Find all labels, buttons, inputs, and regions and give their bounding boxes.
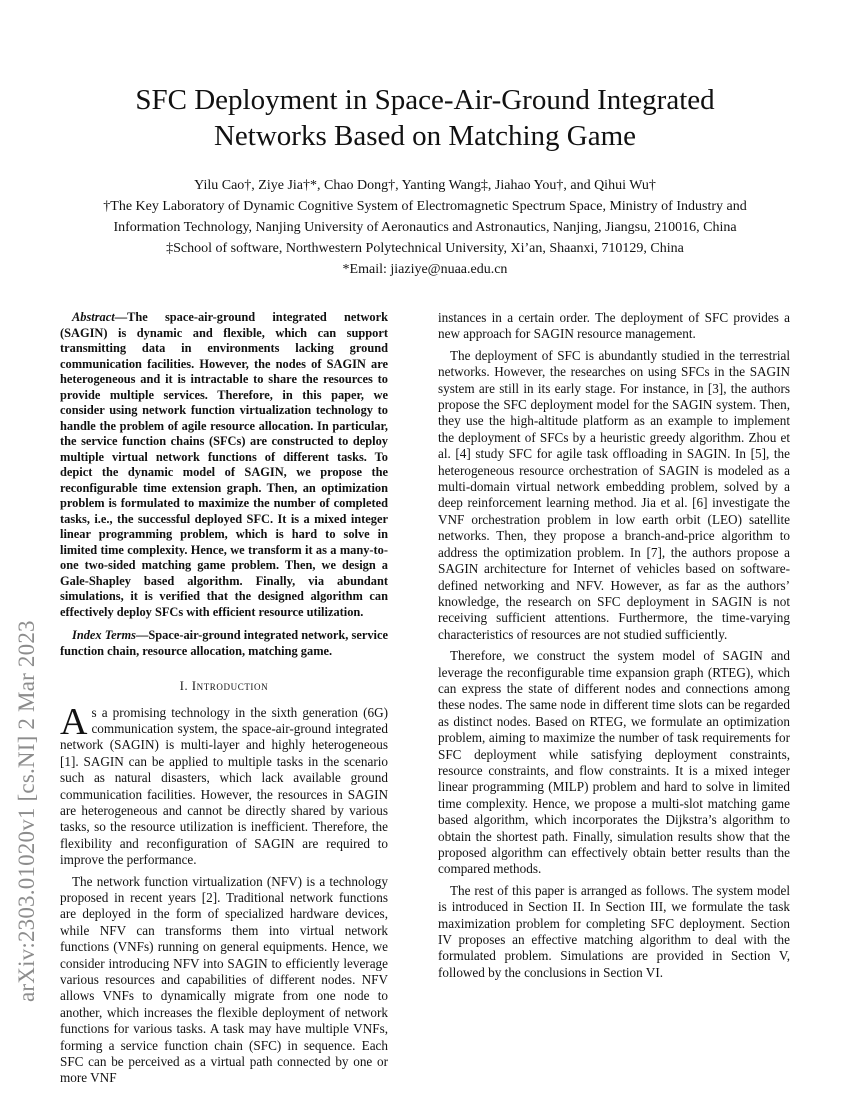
affiliation-2: Information Technology, Nanjing University of Aeronautics and Astronautics, Nanjing, Jiangsu, 210016, China [113, 220, 737, 235]
title-line-1: SFC Deployment in Space-Air-Ground Integrated [135, 84, 715, 116]
affiliation-3: ‡School of software, Northwestern Polytechnical University, Xi’an, Shaanxi, 710129, China [166, 241, 684, 256]
index-terms-text: —Space-air-ground integrated network, service function chain, resource allocation, matching game. [60, 628, 388, 658]
intro-paragraph-1-text: s a promising technology in the sixth generation (6G) communication system, the space-air-ground integrated network (SAGIN) is multi-layer and highly heterogeneous [1]. SAGIN can be applied to multiple tasks in the scenario such as natural disasters, which lack available ground communication facilities. However, the resources in SAGIN are heterogeneous and cannot be directly shared by various tasks, so the resource utilization is inefficient. Therefore, the flexibility and reconfiguration of SAGIN are required to improve the performance. [60, 704, 388, 868]
abstract-text: —The space-air-ground integrated network (SAGIN) is dynamic and flexible, which can support transmitting data in environments lacking ground communication facilities. However, the nodes of SAGIN are heterogeneous and it is intractable to share the resources to provide multiple services. Therefore, in this paper, we consider using network function virtualization technology to handle the problem of agile resource allocation. In particular, the service function chains (SFCs) are constructed to deploy multiple virtual network functions of different tasks. To depict the dynamic model of SAGIN, we propose the reconfigurable time extension graph. Then, an optimization problem is formulated to maximize the number of completed tasks, i.e., the successful deployed SFC. It is a mixed integer linear programming problem, which is hard to solve in limited time complexity. Hence, we transform it as a many-to-one two-sided matching game problem. Then, we design a Gale-Shapley based algorithm. Finally, via abundant simulations, it is verified that the designed algorithm can effectively deploy SFCs with efficient resource utilization. [60, 310, 388, 619]
arxiv-identifier: arXiv:2303.01020v1 [cs.NI] 2 Mar 2023 [14, 620, 39, 1002]
intro-paragraph-2: The network function virtualization (NFV) is a technology proposed in recent years [2]. Traditional network functions are deployed in the form of specialized hardware devices, while NFV can transforms them into virtual network functions (VNFs) running on general equipments. Hence, we consider introducing NFV into SAGIN to efficiently leverage various resources and capabilities of different nodes. NFV allows VNFs to dynamically migrate from one node to another, which increases the flexible deployment of network functions for various tasks. A task may have multiple VNFs, forming a service function chain (SFC) in sequence. Each SFC can be perceived as a virtual path connected by one or more VNF [60, 873, 388, 1086]
section-heading-introduction: I. Introduction [179, 679, 269, 693]
title-line-2: Networks Based on Matching Game [213, 120, 636, 152]
index-terms [60, 628, 388, 659]
abstract-label: Abstract [72, 310, 115, 324]
contact-email: *Email: jiaziye@nuaa.edu.cn [342, 262, 508, 277]
abstract [60, 310, 388, 620]
right-column [438, 310, 790, 986]
intro-paragraph-1 [60, 700, 388, 869]
affiliation-1: †The Key Laboratory of Dynamic Cognitive System of Electromagnetic Spectrum Space, Ministry of Industry and [103, 199, 747, 214]
drop-cap: A [60, 700, 88, 743]
index-terms-label: Index Terms [72, 628, 136, 642]
author-list: Yilu Cao†, Ziye Jia†*, Chao Dong†, Yanting Wang‡, Jiahao You†, and Qihui Wu† [194, 178, 656, 193]
right-paragraph-2: The deployment of SFC is abundantly studied in the terrestrial networks. However, the researches on using SFCs in the SAGIN system are still in its early stage. For instance, in [3], the authors propose the SFC deployment model for the SAGIN system. Then, they use the high-altitude platform as an example to implement the deployment of SFCs by a heuristic greedy algorithm. Zhou et al. [4] study SFC for agile task offloading in SAGIN. In [5], the heterogeneous resource orchestration of SAGIN is modeled as a multi-domain virtual network embedding problem, solved by a deep reinforcement learning method. Jia et al. [6] investigate the VNF orchestration problem in low earth orbit (LEO) satellite networks. Then, they propose a branch-and-price algorithm to address the optimization problem. In [7], the authors propose a SAGIN architecture for Internet of vehicles based on software-defined networking and NFV. However, as far as the authors’ knowledge, the research on SFC deployment in SAGIN is not receiving sufficient attentions. Furthermore, the time-varying characteristics of resources are not studied sufficiently. [438, 347, 790, 642]
right-paragraph-4: The rest of this paper is arranged as follows. The system model is introduced in Section II. In Section III, we formulate the task maximization problem for completing SFC deployment. Section IV proposes an effective matching algorithm to deal with the formulated problem. Simulations are provided in Section V, followed by the conclusions in Section VI. [438, 882, 790, 980]
right-paragraph-3: Therefore, we construct the system model of SAGIN and leverage the reconfigurable time expansion graph (RTEG), which can express the state of different nodes and connections among these nodes. The same node in different time slots can be regarded as distinct nodes. Based on RTEG, we formulate an optimization problem, aiming to maximize the number of task requirements for SFC deployment while satisfying deployment constraints, resource constraints, and flow constraints. It is a mixed integer linear programming (MILP) problem and hard to solve in limited time complexity. Hence, we propose a multi-slot matching game based algorithm, which incorporates the Dijkstra’s algorithm to obtain the shortest path. Finally, simulation results show that the proposed algorithm can effectively obtain better results than the compared methods. [438, 648, 790, 877]
left-column [60, 310, 388, 1092]
right-paragraph-1: instances in a certain order. The deployment of SFC provides a new approach for SAGIN resource management. [438, 310, 790, 342]
paper-title [60, 82, 790, 154]
